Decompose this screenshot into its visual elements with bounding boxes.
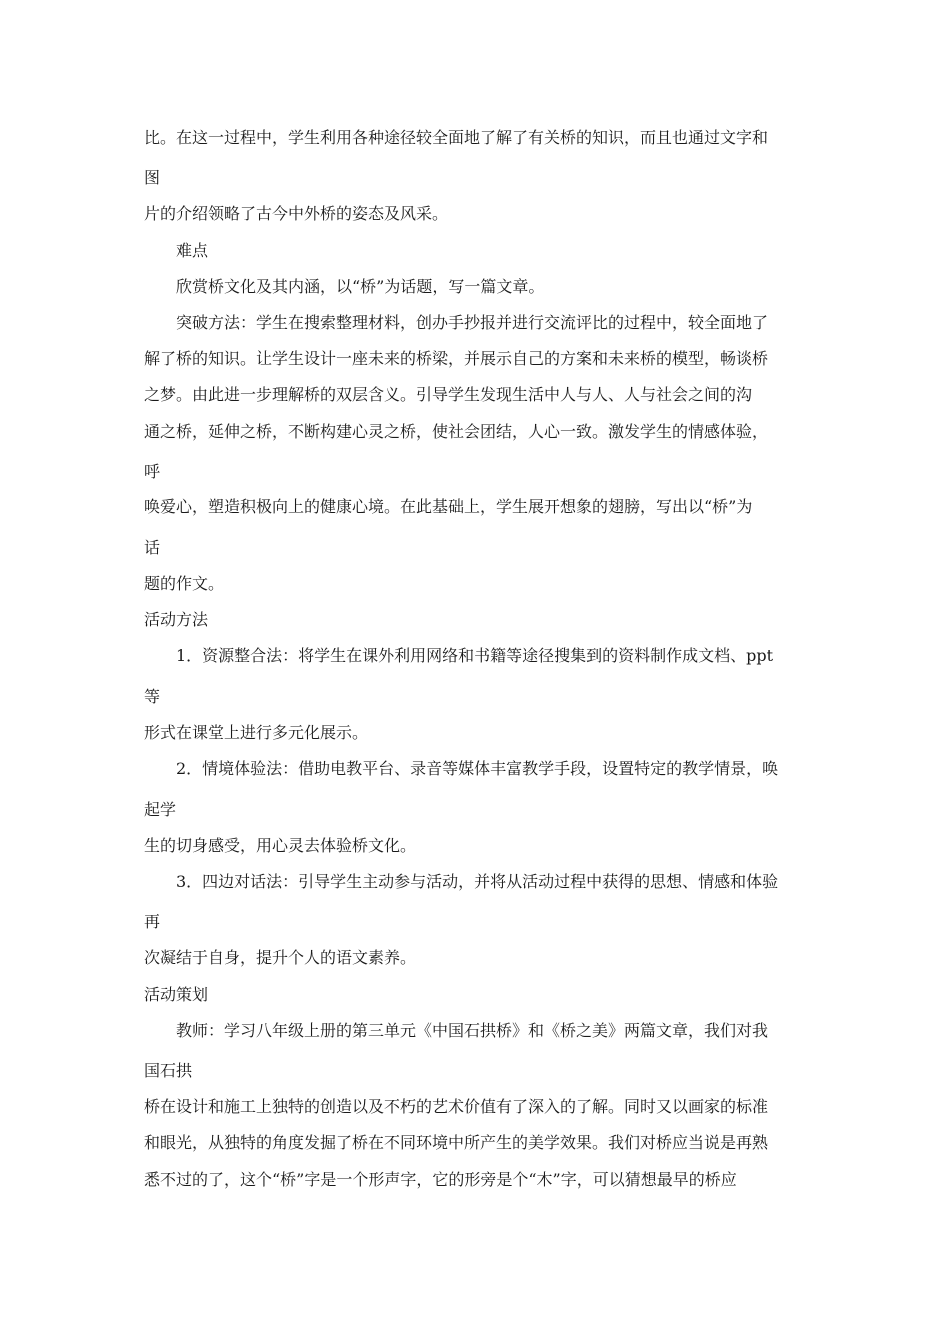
text-line: 唤爱心，塑造积极向上的健康心境。在此基础上，学生展开想象的翅膀，写出以“桥”为 (144, 497, 753, 516)
text-line: 桥在设计和施工上独特的创造以及不朽的艺术价值有了深入的了解。同时又以画家的标准 (144, 1097, 769, 1116)
section-heading: 活动策划 (144, 985, 209, 1004)
text-line: 形式在课堂上进行多元化展示。 (144, 723, 369, 742)
text-line: 呼 (144, 462, 161, 481)
text-line: 生的切身感受，用心灵去体验桥文化。 (144, 836, 417, 855)
text-line: 次凝结于自身，提升个人的语文素养。 (144, 948, 417, 967)
text-line: 解了桥的知识。让学生设计一座未来的桥梁，并展示自己的方案和未来桥的模型，畅谈桥 (144, 349, 769, 368)
text-line: 图 (144, 168, 161, 187)
text-line: 比。在这一过程中，学生利用各种途径较全面地了解了有关桥的知识，而且也通过文字和 (144, 128, 769, 147)
text-line: 教师：学习八年级上册的第三单元《中国石拱桥》和《桥之美》两篇文章，我们对我 (176, 1021, 769, 1040)
text-line: 3．四边对话法：引导学生主动参与活动，并将从活动过程中获得的思想、情感和体验 (176, 872, 779, 891)
text-line: 悉不过的了，这个“桥”字是一个形声字，它的形旁是个“木”字，可以猜想最早的桥应 (144, 1170, 737, 1189)
text-line: 通之桥，延伸之桥，不断构建心灵之桥，使社会团结，人心一致。激发学生的情感体验， (144, 422, 769, 441)
text-line: 等 (144, 687, 161, 706)
text-line: 片的介绍领略了古今中外桥的姿态及风采。 (144, 204, 449, 223)
text-line: 1．资源整合法：将学生在课外利用网络和书籍等途径搜集到的资料制作成文档、ppt (176, 646, 774, 665)
section-heading: 难点 (176, 241, 209, 260)
text-line: 国石拱 (144, 1061, 193, 1080)
text-line: 话 (144, 538, 161, 557)
text-line: 起学 (144, 800, 177, 819)
text-line: 欣赏桥文化及其内涵，以“桥”为话题，写一篇文章。 (176, 277, 545, 296)
text-line: 2．情境体验法：借助电教平台、录音等媒体丰富教学手段，设置特定的教学情景，唤 (176, 759, 779, 778)
text-line: 再 (144, 912, 161, 931)
text-line: 题的作文。 (144, 574, 225, 593)
text-line: 突破方法：学生在搜索整理材料，创办手抄报并进行交流评比的过程中，较全面地了 (176, 313, 769, 332)
text-line: 之梦。由此进一步理解桥的双层含义。引导学生发现生活中人与人、人与社会之间的沟 (144, 385, 753, 404)
section-heading: 活动方法 (144, 610, 209, 629)
text-line: 和眼光，从独特的角度发掘了桥在不同环境中所产生的美学效果。我们对桥应当说是再熟 (144, 1133, 769, 1152)
